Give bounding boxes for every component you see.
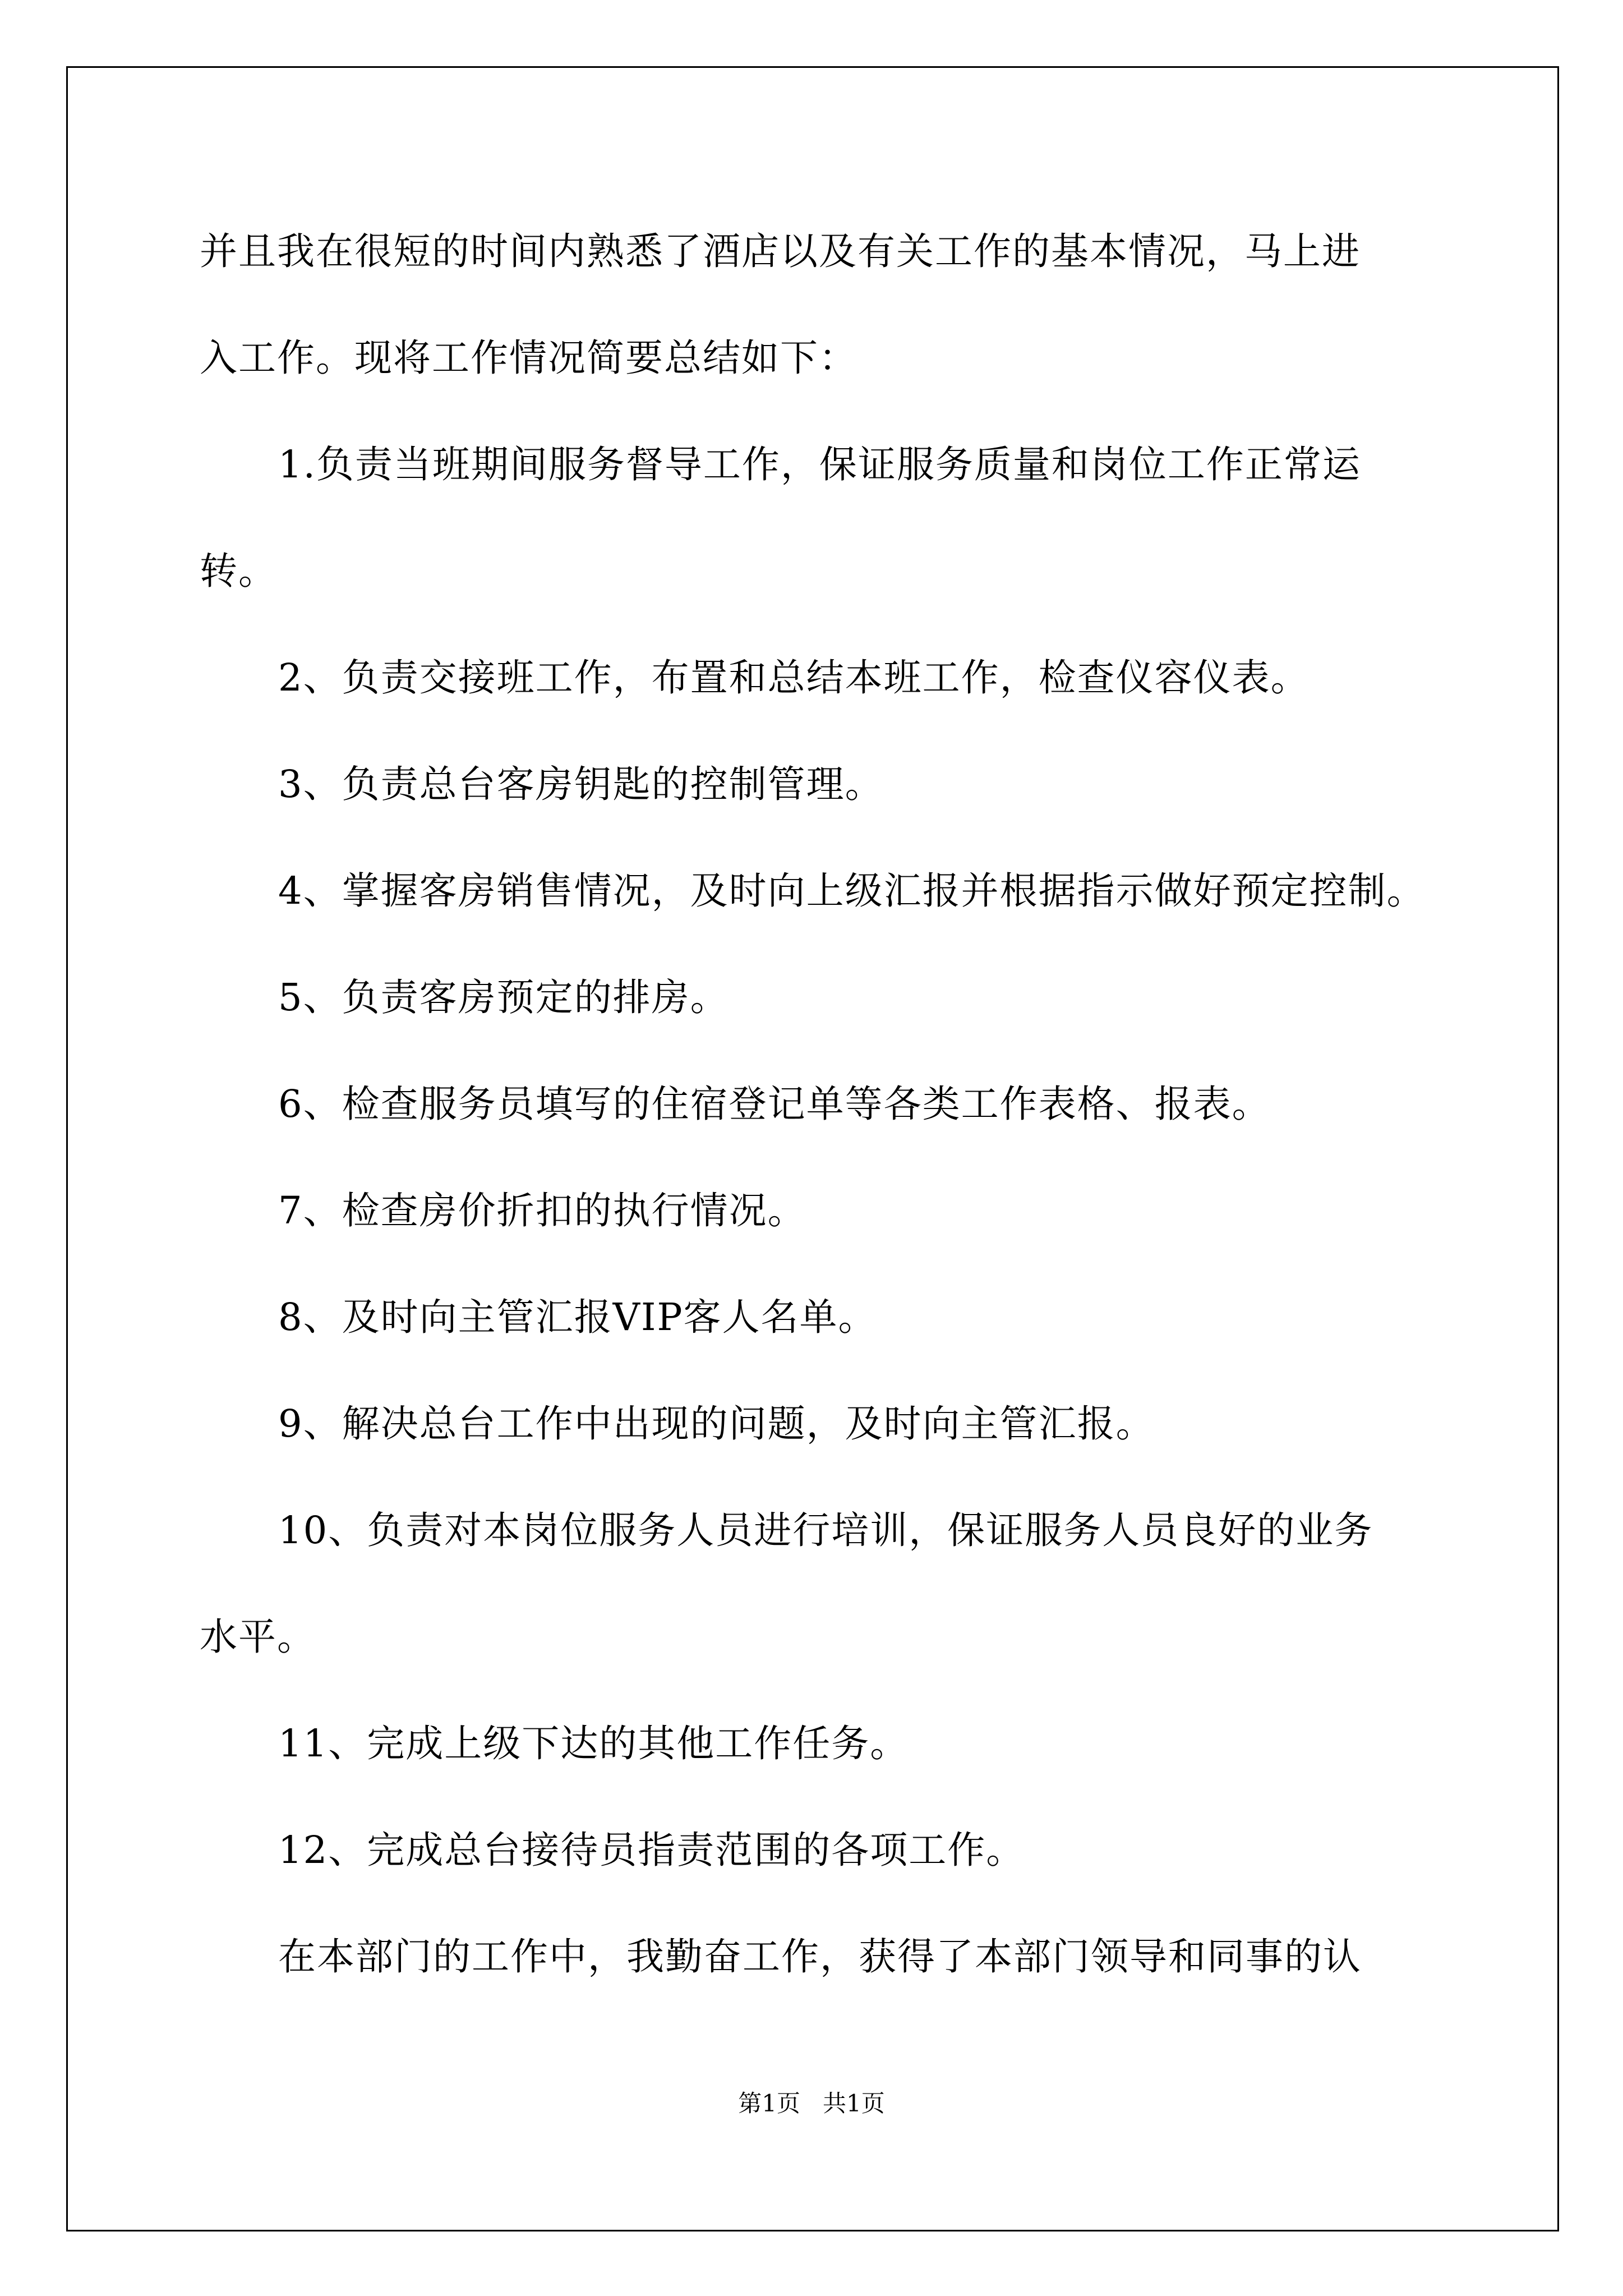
- list-item-11: 11、完成上级下达的其他工作任务。: [278, 1722, 909, 1765]
- list-item-9: 9、解决总台工作中出现的问题，及时向主管汇报。: [278, 1402, 1155, 1446]
- list-item-10-continued: 水平。: [200, 1615, 316, 1659]
- list-item-5: 5、负责客房预定的排房。: [278, 976, 729, 1019]
- list-item-10: 10、负责对本岗位服务人员进行培训，保证服务人员良好的业务: [278, 1508, 1373, 1552]
- list-item-1: 1.负责当班期间服务督导工作，保证服务质量和岗位工作正常运: [278, 443, 1361, 486]
- list-item-3: 3、负责总台客房钥匙的控制管理。: [278, 762, 884, 806]
- page-number-footer: 第1页 共1页: [738, 2090, 885, 2117]
- text-line-1: 并且我在很短的时间内熟悉了酒店以及有关工作的基本情况，马上进: [200, 229, 1361, 273]
- list-item-1-continued: 转。: [200, 549, 277, 593]
- list-item-12: 12、完成总台接待员指责范围的各项工作。: [278, 1828, 1025, 1872]
- list-item-8: 8、及时向主管汇报VIP客人名单。: [278, 1295, 877, 1339]
- list-item-6: 6、检查服务员填写的住宿登记单等各类工作表格、报表。: [278, 1082, 1271, 1126]
- list-item-2: 2、负责交接班工作，布置和总结本班工作，检查仪容仪表。: [278, 656, 1310, 700]
- closing-paragraph: 在本部门的工作中，我勤奋工作，获得了本部门领导和同事的认: [278, 1935, 1362, 1978]
- text-line-2: 入工作。现将工作情况简要总结如下：: [200, 336, 857, 380]
- list-item-7: 7、检查房价折扣的执行情况。: [278, 1189, 806, 1232]
- list-item-4: 4、掌握客房销售情况，及时向上级汇报并根据指示做好预定控制。: [278, 869, 1426, 913]
- document-body: [200, 217, 1433, 2028]
